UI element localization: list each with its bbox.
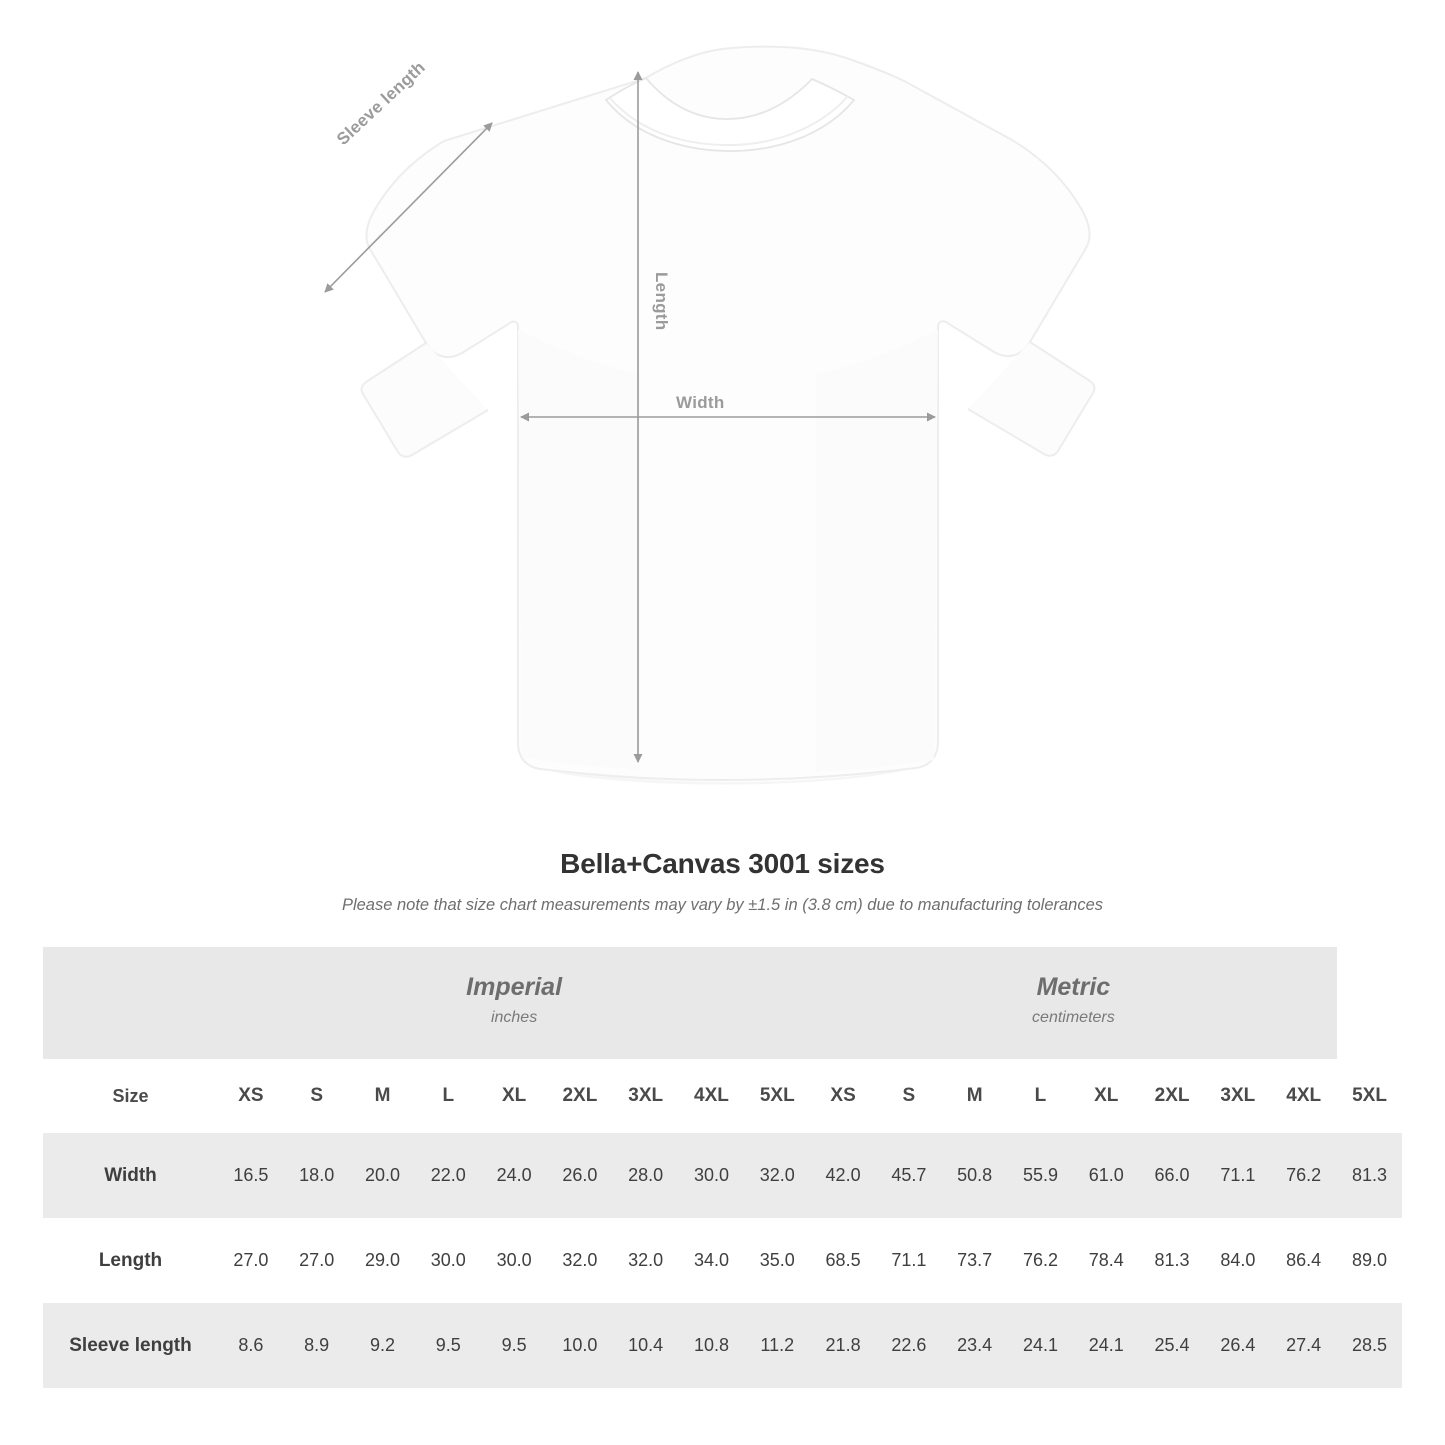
cell-length-9: 68.5 xyxy=(810,1218,876,1303)
cell-width-6: 28.0 xyxy=(613,1133,679,1218)
cell-width-16: 76.2 xyxy=(1271,1133,1337,1218)
row-label-width: Width xyxy=(43,1133,218,1218)
cell-sleeve-4: 9.5 xyxy=(481,1303,547,1388)
cell-sleeve-14: 25.4 xyxy=(1139,1303,1205,1388)
table-row-sleeve-length xyxy=(43,1303,1402,1388)
size-col-m-metric: M xyxy=(942,1059,1008,1133)
sleeve-length-label: Sleeve length xyxy=(333,57,429,149)
cell-sleeve-12: 24.1 xyxy=(1008,1303,1074,1388)
size-header-row xyxy=(43,1059,1402,1133)
cell-width-10: 45.7 xyxy=(876,1133,942,1218)
length-label: Length xyxy=(652,272,671,331)
unit-group-row xyxy=(43,947,1402,1059)
size-table-wrapper xyxy=(43,947,1402,1388)
size-col-s-metric: S xyxy=(876,1059,942,1133)
size-col-5xl-imperial: 5XL xyxy=(744,1059,810,1133)
cell-length-5: 32.0 xyxy=(547,1218,613,1303)
cell-length-6: 32.0 xyxy=(613,1218,679,1303)
cell-length-11: 73.7 xyxy=(942,1218,1008,1303)
cell-sleeve-16: 27.4 xyxy=(1271,1303,1337,1388)
size-col-l-metric: L xyxy=(1008,1059,1074,1133)
size-col-4xl-imperial: 4XL xyxy=(679,1059,745,1133)
cell-width-12: 55.9 xyxy=(1008,1133,1074,1218)
cell-sleeve-6: 10.4 xyxy=(613,1303,679,1388)
cell-width-1: 18.0 xyxy=(284,1133,350,1218)
size-col-2xl-imperial: 2XL xyxy=(547,1059,613,1133)
size-col-s-imperial: S xyxy=(284,1059,350,1133)
row-label-length: Length xyxy=(43,1218,218,1303)
size-col-l-imperial: L xyxy=(415,1059,481,1133)
size-col-m-imperial: M xyxy=(350,1059,416,1133)
cell-length-2: 29.0 xyxy=(350,1218,416,1303)
unit-group-metric-unit: centimeters xyxy=(1032,1009,1115,1027)
cell-sleeve-7: 10.8 xyxy=(679,1303,745,1388)
cell-length-15: 84.0 xyxy=(1205,1218,1271,1303)
cell-length-1: 27.0 xyxy=(284,1218,350,1303)
cell-width-11: 50.8 xyxy=(942,1133,1008,1218)
cell-width-2: 20.0 xyxy=(350,1133,416,1218)
cell-sleeve-3: 9.5 xyxy=(415,1303,481,1388)
cell-width-7: 30.0 xyxy=(679,1133,745,1218)
page-title: Bella+Canvas 3001 sizes xyxy=(560,848,885,879)
cell-width-8: 32.0 xyxy=(744,1133,810,1218)
table-row-length xyxy=(43,1218,1402,1303)
cell-width-13: 61.0 xyxy=(1073,1133,1139,1218)
cell-width-5: 26.0 xyxy=(547,1133,613,1218)
cell-sleeve-9: 21.8 xyxy=(810,1303,876,1388)
unit-group-imperial xyxy=(218,947,810,1059)
cell-width-14: 66.0 xyxy=(1139,1133,1205,1218)
cell-length-8: 35.0 xyxy=(744,1218,810,1303)
cell-width-0: 16.5 xyxy=(218,1133,284,1218)
cell-length-7: 34.0 xyxy=(679,1218,745,1303)
cell-length-14: 81.3 xyxy=(1139,1218,1205,1303)
size-col-xl-imperial: XL xyxy=(481,1059,547,1133)
cell-sleeve-5: 10.0 xyxy=(547,1303,613,1388)
cell-length-10: 71.1 xyxy=(876,1218,942,1303)
tshirt-shape xyxy=(362,47,1095,785)
cell-width-15: 71.1 xyxy=(1205,1133,1271,1218)
cell-sleeve-8: 11.2 xyxy=(744,1303,810,1388)
cell-sleeve-2: 9.2 xyxy=(350,1303,416,1388)
size-col-xs-imperial: XS xyxy=(218,1059,284,1133)
size-col-2xl-metric: 2XL xyxy=(1139,1059,1205,1133)
cell-sleeve-17: 28.5 xyxy=(1337,1303,1403,1388)
cell-length-0: 27.0 xyxy=(218,1218,284,1303)
width-label: Width xyxy=(676,393,725,412)
size-col-5xl-metric: 5XL xyxy=(1337,1059,1403,1133)
cell-length-4: 30.0 xyxy=(481,1218,547,1303)
cell-width-9: 42.0 xyxy=(810,1133,876,1218)
unit-group-metric-title: Metric xyxy=(1036,973,1111,1002)
size-col-4xl-metric: 4XL xyxy=(1271,1059,1337,1133)
cell-width-4: 24.0 xyxy=(481,1133,547,1218)
unit-spacer xyxy=(43,947,218,1059)
cell-length-13: 78.4 xyxy=(1073,1218,1139,1303)
row-header-size: Size xyxy=(43,1059,218,1133)
row-label-sleeve-length: Sleeve length xyxy=(43,1303,218,1388)
tolerance-note: Please note that size chart measurements may vary by ±1.5 in (3.8 cm) due to manufacturing tolerances xyxy=(341,896,1104,914)
unit-group-metric xyxy=(810,947,1336,1059)
size-col-3xl-imperial: 3XL xyxy=(613,1059,679,1133)
unit-group-imperial-unit: inches xyxy=(490,1009,538,1027)
size-table xyxy=(43,947,1402,1388)
cell-length-3: 30.0 xyxy=(415,1218,481,1303)
cell-sleeve-11: 23.4 xyxy=(942,1303,1008,1388)
size-col-xl-metric: XL xyxy=(1073,1059,1139,1133)
cell-sleeve-0: 8.6 xyxy=(218,1303,284,1388)
cell-sleeve-15: 26.4 xyxy=(1205,1303,1271,1388)
size-col-xs-metric: XS xyxy=(810,1059,876,1133)
cell-length-12: 76.2 xyxy=(1008,1218,1074,1303)
cell-width-17: 81.3 xyxy=(1337,1133,1403,1218)
cell-sleeve-10: 22.6 xyxy=(876,1303,942,1388)
cell-width-3: 22.0 xyxy=(415,1133,481,1218)
cell-length-17: 89.0 xyxy=(1337,1218,1403,1303)
cell-length-16: 86.4 xyxy=(1271,1218,1337,1303)
size-col-3xl-metric: 3XL xyxy=(1205,1059,1271,1133)
cell-sleeve-1: 8.9 xyxy=(284,1303,350,1388)
cell-sleeve-13: 24.1 xyxy=(1073,1303,1139,1388)
unit-group-imperial-title: Imperial xyxy=(466,973,563,1002)
table-row-width xyxy=(43,1133,1402,1218)
